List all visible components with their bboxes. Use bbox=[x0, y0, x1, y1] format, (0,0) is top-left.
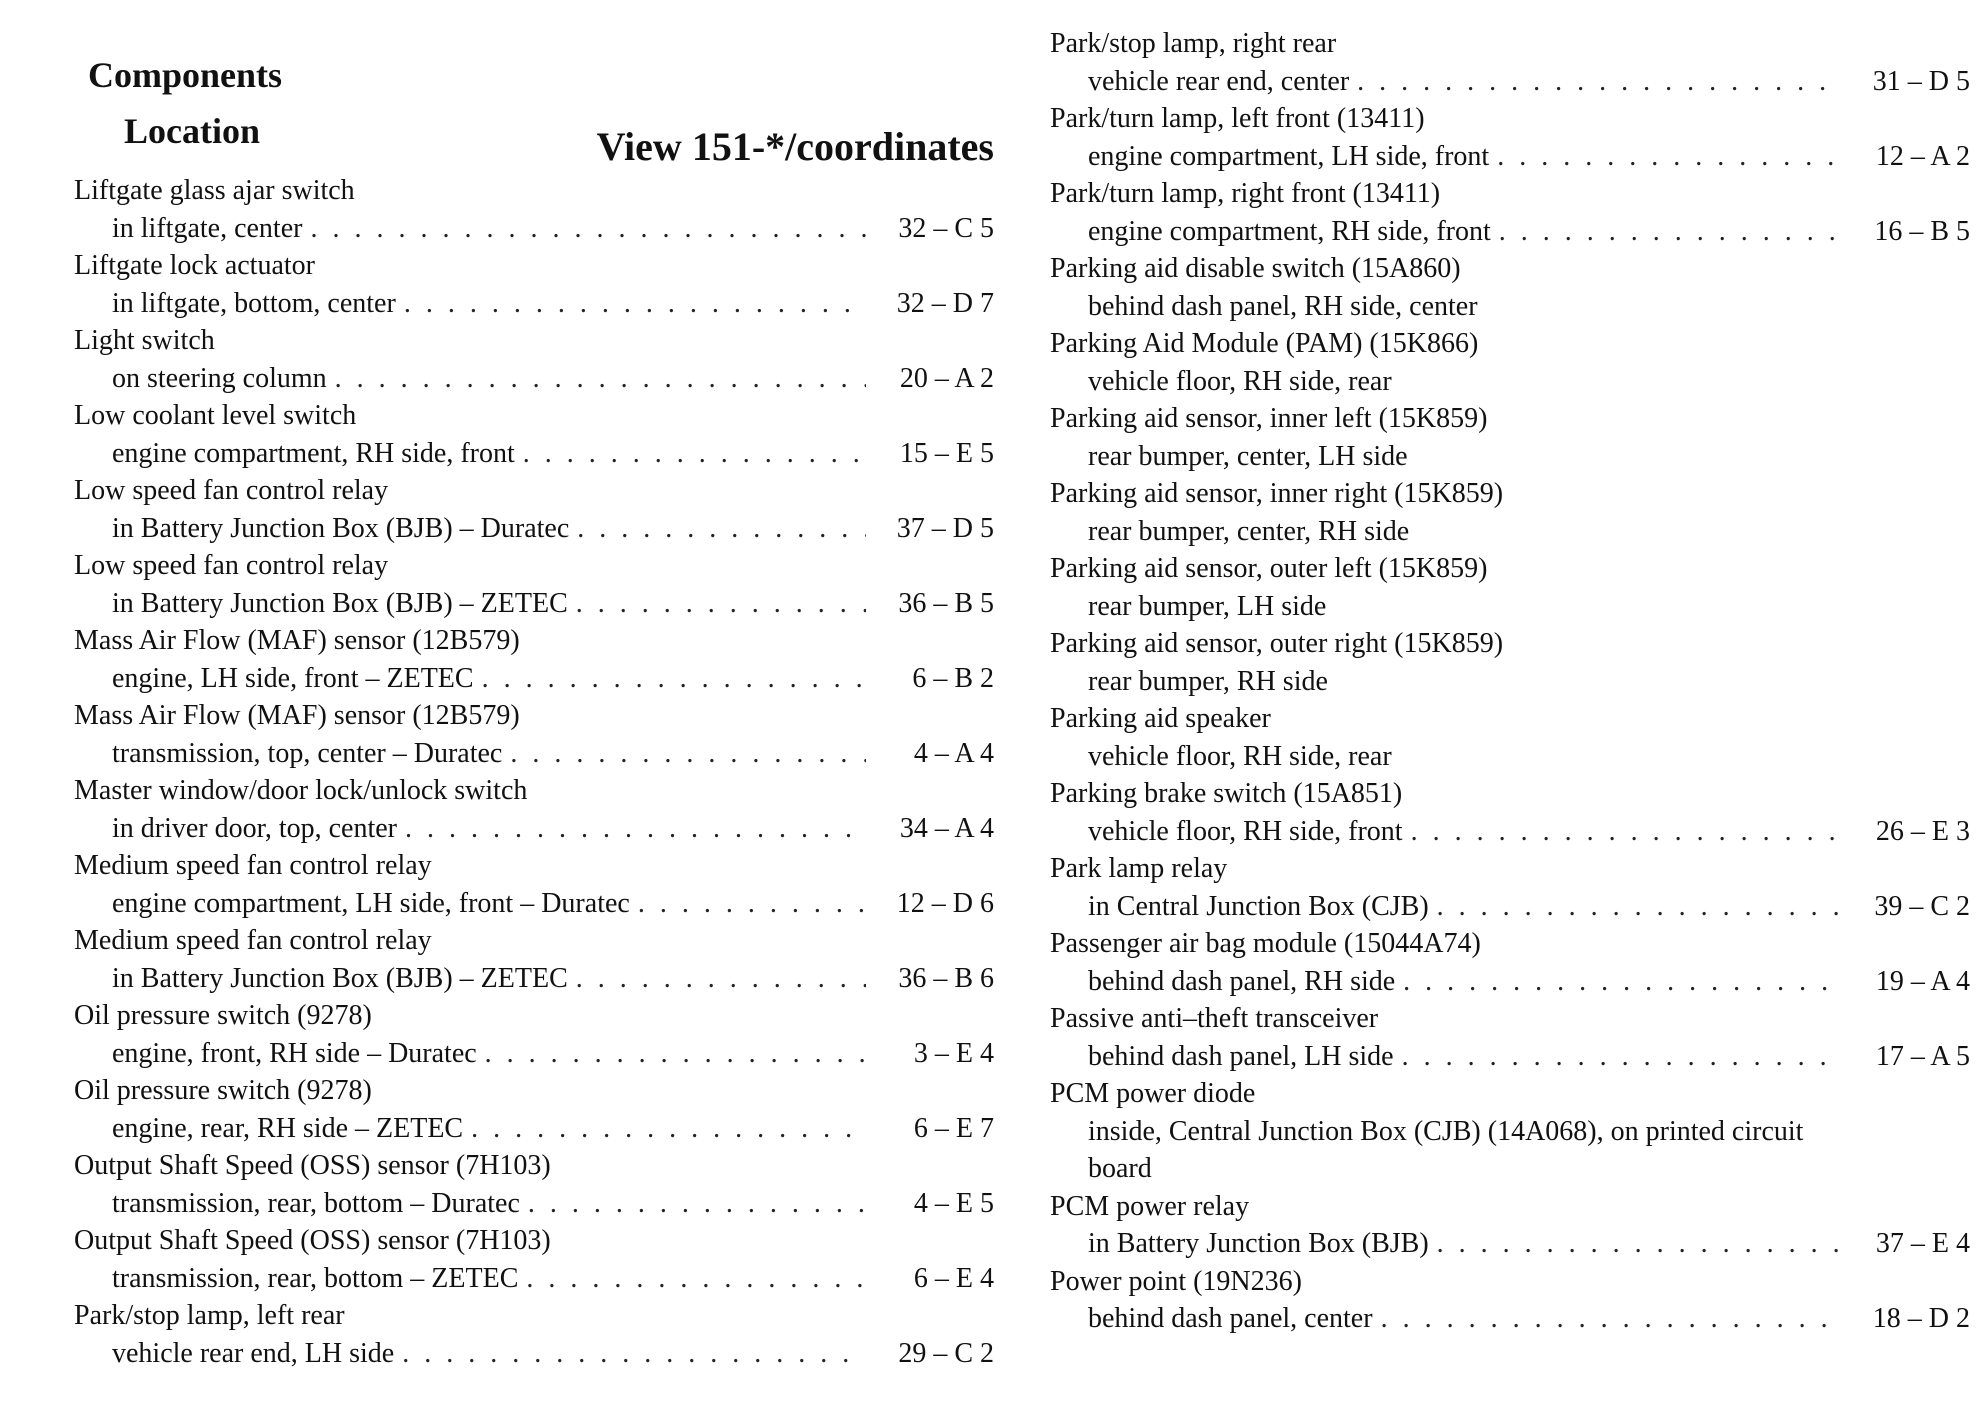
component-name: Medium speed fan control relay bbox=[74, 925, 432, 956]
dot-leader bbox=[405, 810, 866, 848]
component-location: in liftgate, bottom, center bbox=[112, 287, 396, 319]
component-name: Park/turn lamp, right front (13411) bbox=[1050, 178, 1441, 209]
component-entry bbox=[74, 247, 994, 322]
component-entry bbox=[74, 172, 994, 247]
view-coordinate: 34 – A 4 bbox=[899, 812, 994, 844]
component-location: engine compartment, LH side, front bbox=[1088, 140, 1490, 172]
component-location: inside, Central Junction Box (CJB) (14A068), on printed circuit board bbox=[1088, 1115, 1804, 1184]
dot-leader bbox=[335, 360, 866, 398]
component-entry bbox=[1050, 700, 1970, 775]
component-entry bbox=[1050, 850, 1970, 925]
dot-leader bbox=[1357, 63, 1842, 101]
view-coordinate: 17 – A 5 bbox=[1875, 1040, 1970, 1072]
component-location: on steering column bbox=[112, 362, 327, 394]
dot-leader bbox=[1437, 888, 1842, 926]
component-location: transmission, rear, bottom – ZETEC bbox=[112, 1262, 519, 1294]
component-location: in Battery Junction Box (BJB) – ZETEC bbox=[112, 587, 568, 619]
component-entry bbox=[1050, 1263, 1970, 1338]
component-location: behind dash panel, RH side bbox=[1088, 965, 1396, 997]
component-entry bbox=[1050, 925, 1970, 1000]
component-location: behind dash panel, center bbox=[1088, 1303, 1373, 1334]
component-name: PCM power diode bbox=[1050, 1078, 1256, 1109]
dot-leader bbox=[1497, 138, 1842, 176]
dot-leader bbox=[510, 735, 866, 773]
view-coordinates-heading: View 151-*/coordinates bbox=[596, 124, 994, 169]
component-location-row bbox=[1050, 363, 1970, 401]
component-name: Parking aid speaker bbox=[1050, 703, 1271, 734]
component-entry bbox=[74, 322, 994, 397]
component-location-row bbox=[1050, 813, 1970, 851]
component-location-row bbox=[1050, 288, 1970, 326]
view-coordinate: 4 – E 5 bbox=[913, 1187, 994, 1219]
component-name: Park/stop lamp, left rear bbox=[74, 1300, 345, 1331]
view-coordinate: 12 – A 2 bbox=[1875, 140, 1970, 172]
component-location-row bbox=[74, 885, 994, 923]
component-name: Park/stop lamp, right rear bbox=[1050, 28, 1337, 59]
view-coordinate: 6 – E 7 bbox=[913, 1112, 994, 1144]
dot-leader bbox=[1403, 963, 1842, 1001]
view-coordinate: 3 – E 4 bbox=[913, 1037, 994, 1069]
component-name: Mass Air Flow (MAF) sensor (12B579) bbox=[74, 625, 520, 656]
view-coordinate: 37 – E 4 bbox=[1875, 1228, 1970, 1259]
dot-leader bbox=[526, 1260, 866, 1298]
dot-leader bbox=[1499, 213, 1842, 251]
component-location: transmission, top, center – Duratec bbox=[112, 737, 503, 769]
component-location-row bbox=[1050, 588, 1970, 626]
dot-leader bbox=[576, 960, 866, 998]
component-entry bbox=[74, 922, 994, 997]
dot-leader bbox=[404, 285, 866, 323]
component-location: rear bumper, RH side bbox=[1088, 665, 1328, 697]
component-location-row bbox=[1050, 138, 1970, 176]
component-name: Low speed fan control relay bbox=[74, 550, 389, 581]
component-location: vehicle floor, RH side, front bbox=[1088, 815, 1403, 847]
dot-leader bbox=[1437, 1225, 1842, 1263]
component-location: engine compartment, RH side, front bbox=[1088, 215, 1491, 247]
component-entry bbox=[1050, 175, 1970, 250]
dot-leader bbox=[577, 510, 866, 548]
dot-leader bbox=[528, 1185, 866, 1223]
component-location-row bbox=[74, 960, 994, 998]
component-entry bbox=[74, 1222, 994, 1297]
component-location-row bbox=[74, 585, 994, 623]
component-location-row bbox=[1050, 963, 1970, 1001]
component-name: Parking aid sensor, outer left (15K859) bbox=[1050, 553, 1488, 584]
component-location-row bbox=[74, 735, 994, 773]
component-location: transmission, rear, bottom – Duratec bbox=[112, 1187, 520, 1219]
dot-leader bbox=[1381, 1300, 1842, 1338]
component-location: rear bumper, center, LH side bbox=[1088, 440, 1408, 472]
component-entry bbox=[1050, 100, 1970, 175]
component-entry bbox=[1050, 1075, 1970, 1188]
component-location: rear bumper, center, RH side bbox=[1088, 515, 1410, 547]
component-location: behind dash panel, LH side bbox=[1088, 1040, 1394, 1072]
component-entry bbox=[1050, 1000, 1970, 1075]
dot-leader bbox=[482, 660, 866, 698]
view-coordinate: 36 – B 6 bbox=[898, 962, 994, 994]
component-name: Output Shaft Speed (OSS) sensor (7H103) bbox=[74, 1225, 551, 1256]
component-name: Output Shaft Speed (OSS) sensor (7H103) bbox=[74, 1150, 551, 1181]
component-entry bbox=[1050, 475, 1970, 550]
component-location-row bbox=[74, 810, 994, 848]
dot-leader bbox=[402, 1335, 866, 1373]
component-name: Medium speed fan control relay bbox=[74, 850, 432, 881]
view-coordinate: 12 – D 6 bbox=[896, 887, 994, 919]
component-location: engine, front, RH side – Duratec bbox=[112, 1037, 477, 1069]
dot-leader bbox=[310, 210, 866, 248]
dot-leader bbox=[1402, 1038, 1842, 1076]
component-name: Parking aid sensor, inner right (15K859) bbox=[1050, 478, 1504, 509]
component-location-row bbox=[74, 1335, 994, 1373]
component-location: rear bumper, LH side bbox=[1088, 590, 1327, 622]
component-location-row bbox=[74, 1110, 994, 1148]
component-location: engine, LH side, front – ZETEC bbox=[112, 662, 474, 694]
component-location: engine compartment, RH side, front bbox=[112, 437, 515, 469]
component-location: vehicle floor, RH side, rear bbox=[1088, 365, 1392, 397]
component-name: Mass Air Flow (MAF) sensor (12B579) bbox=[74, 700, 520, 731]
component-location-row bbox=[74, 210, 994, 248]
dot-leader bbox=[471, 1110, 866, 1148]
component-name: Power point (19N236) bbox=[1050, 1265, 1302, 1297]
dot-leader bbox=[1411, 813, 1842, 851]
component-location: in Battery Junction Box (BJB) – Duratec bbox=[112, 512, 570, 544]
component-entry bbox=[74, 547, 994, 622]
location-heading: Location bbox=[124, 111, 261, 151]
component-location-row bbox=[1050, 213, 1970, 251]
component-entry bbox=[74, 622, 994, 697]
component-location-row bbox=[1050, 1225, 1970, 1263]
component-location-row bbox=[74, 660, 994, 698]
component-name: Liftgate lock actuator bbox=[74, 250, 315, 281]
component-name: Oil pressure switch (9278) bbox=[74, 1000, 372, 1031]
component-location-row bbox=[74, 1260, 994, 1298]
component-location: in driver door, top, center bbox=[112, 812, 398, 844]
view-coordinate: 6 – B 2 bbox=[912, 662, 994, 694]
dot-leader bbox=[576, 585, 866, 623]
component-location-row bbox=[1050, 513, 1970, 551]
component-name: Light switch bbox=[74, 325, 215, 356]
component-location: in Central Junction Box (CJB) bbox=[1088, 890, 1429, 922]
right-entry-list bbox=[1050, 25, 1970, 1338]
component-entry bbox=[74, 847, 994, 922]
component-entry bbox=[1050, 400, 1970, 475]
dot-leader bbox=[638, 885, 866, 923]
component-entry bbox=[1050, 550, 1970, 625]
component-location-row bbox=[74, 1185, 994, 1223]
component-entry bbox=[74, 1297, 994, 1372]
component-location-row bbox=[74, 360, 994, 398]
component-location-row bbox=[1050, 738, 1970, 776]
component-entry bbox=[74, 397, 994, 472]
components-heading: Components bbox=[88, 55, 283, 95]
component-location-row bbox=[1050, 663, 1970, 701]
component-name: Low speed fan control relay bbox=[74, 475, 389, 506]
component-location: in Battery Junction Box (BJB) bbox=[1088, 1228, 1429, 1259]
view-coordinate: 32 – D 7 bbox=[896, 287, 994, 319]
component-name: Low coolant level switch bbox=[74, 400, 357, 431]
component-location-row bbox=[1050, 438, 1970, 476]
component-name: Passenger air bag module (15044A74) bbox=[1050, 928, 1481, 959]
component-location: in Battery Junction Box (BJB) – ZETEC bbox=[112, 962, 568, 994]
component-location: engine, rear, RH side – ZETEC bbox=[112, 1112, 464, 1144]
component-name: Park lamp relay bbox=[1050, 853, 1228, 884]
component-name: Park/turn lamp, left front (13411) bbox=[1050, 103, 1425, 134]
view-coordinate: 20 – A 2 bbox=[899, 362, 994, 394]
component-name: Parking aid sensor, outer right (15K859) bbox=[1050, 628, 1504, 659]
view-coordinate: 16 – B 5 bbox=[1874, 215, 1970, 247]
dot-leader bbox=[523, 435, 866, 473]
component-name: Master window/door lock/unlock switch bbox=[74, 775, 528, 806]
component-location-row bbox=[1050, 1113, 1970, 1188]
component-location-row bbox=[74, 435, 994, 473]
component-entry bbox=[74, 997, 994, 1072]
component-location: behind dash panel, RH side, center bbox=[1088, 290, 1478, 322]
component-location-row bbox=[1050, 1300, 1970, 1338]
view-coordinate: 26 – E 3 bbox=[1875, 815, 1970, 847]
left-entry-list bbox=[74, 172, 994, 1372]
component-name: Passive anti–theft transceiver bbox=[1050, 1003, 1379, 1034]
component-location: in liftgate, center bbox=[112, 212, 303, 244]
view-coordinate: 15 – E 5 bbox=[899, 437, 994, 469]
component-entry bbox=[1050, 625, 1970, 700]
component-location: vehicle rear end, LH side bbox=[112, 1337, 395, 1369]
component-location-row bbox=[1050, 1038, 1970, 1076]
component-name: Parking Aid Module (PAM) (15K866) bbox=[1050, 328, 1479, 359]
component-entry bbox=[1050, 775, 1970, 850]
component-location-row bbox=[74, 1035, 994, 1073]
component-name: Liftgate glass ajar switch bbox=[74, 175, 355, 206]
dot-leader bbox=[485, 1035, 866, 1073]
component-entry bbox=[1050, 25, 1970, 100]
component-name: Oil pressure switch (9278) bbox=[74, 1075, 372, 1106]
component-location: vehicle floor, RH side, rear bbox=[1088, 740, 1392, 772]
view-coordinate: 31 – D 5 bbox=[1872, 65, 1970, 97]
component-location-row bbox=[1050, 63, 1970, 101]
view-coordinate: 29 – C 2 bbox=[898, 1337, 994, 1369]
view-coordinate: 4 – A 4 bbox=[913, 737, 994, 769]
component-entry bbox=[1050, 1188, 1970, 1263]
component-location: engine compartment, LH side, front – Duratec bbox=[112, 887, 630, 919]
component-entry bbox=[74, 1072, 994, 1147]
component-entry bbox=[74, 1147, 994, 1222]
component-location-row bbox=[1050, 888, 1970, 926]
component-entry bbox=[1050, 325, 1970, 400]
component-location-row bbox=[74, 510, 994, 548]
component-name: PCM power relay bbox=[1050, 1190, 1250, 1222]
view-coordinate: 19 – A 4 bbox=[1875, 965, 1970, 997]
component-entry bbox=[74, 772, 994, 847]
component-entry bbox=[74, 697, 994, 772]
component-location-row bbox=[74, 285, 994, 323]
view-coordinate: 18 – D 2 bbox=[1872, 1303, 1970, 1334]
component-name: Parking brake switch (15A851) bbox=[1050, 778, 1403, 809]
component-name: Parking aid disable switch (15A860) bbox=[1050, 253, 1461, 284]
component-location: vehicle rear end, center bbox=[1088, 65, 1350, 97]
view-coordinate: 6 – E 4 bbox=[913, 1262, 994, 1294]
view-coordinate: 32 – C 5 bbox=[898, 212, 994, 244]
component-name: Parking aid sensor, inner left (15K859) bbox=[1050, 403, 1488, 434]
component-entry bbox=[74, 472, 994, 547]
view-coordinate: 37 – D 5 bbox=[896, 512, 994, 544]
component-entry bbox=[1050, 250, 1970, 325]
view-coordinate: 36 – B 5 bbox=[898, 587, 994, 619]
view-coordinate: 39 – C 2 bbox=[1874, 890, 1970, 922]
